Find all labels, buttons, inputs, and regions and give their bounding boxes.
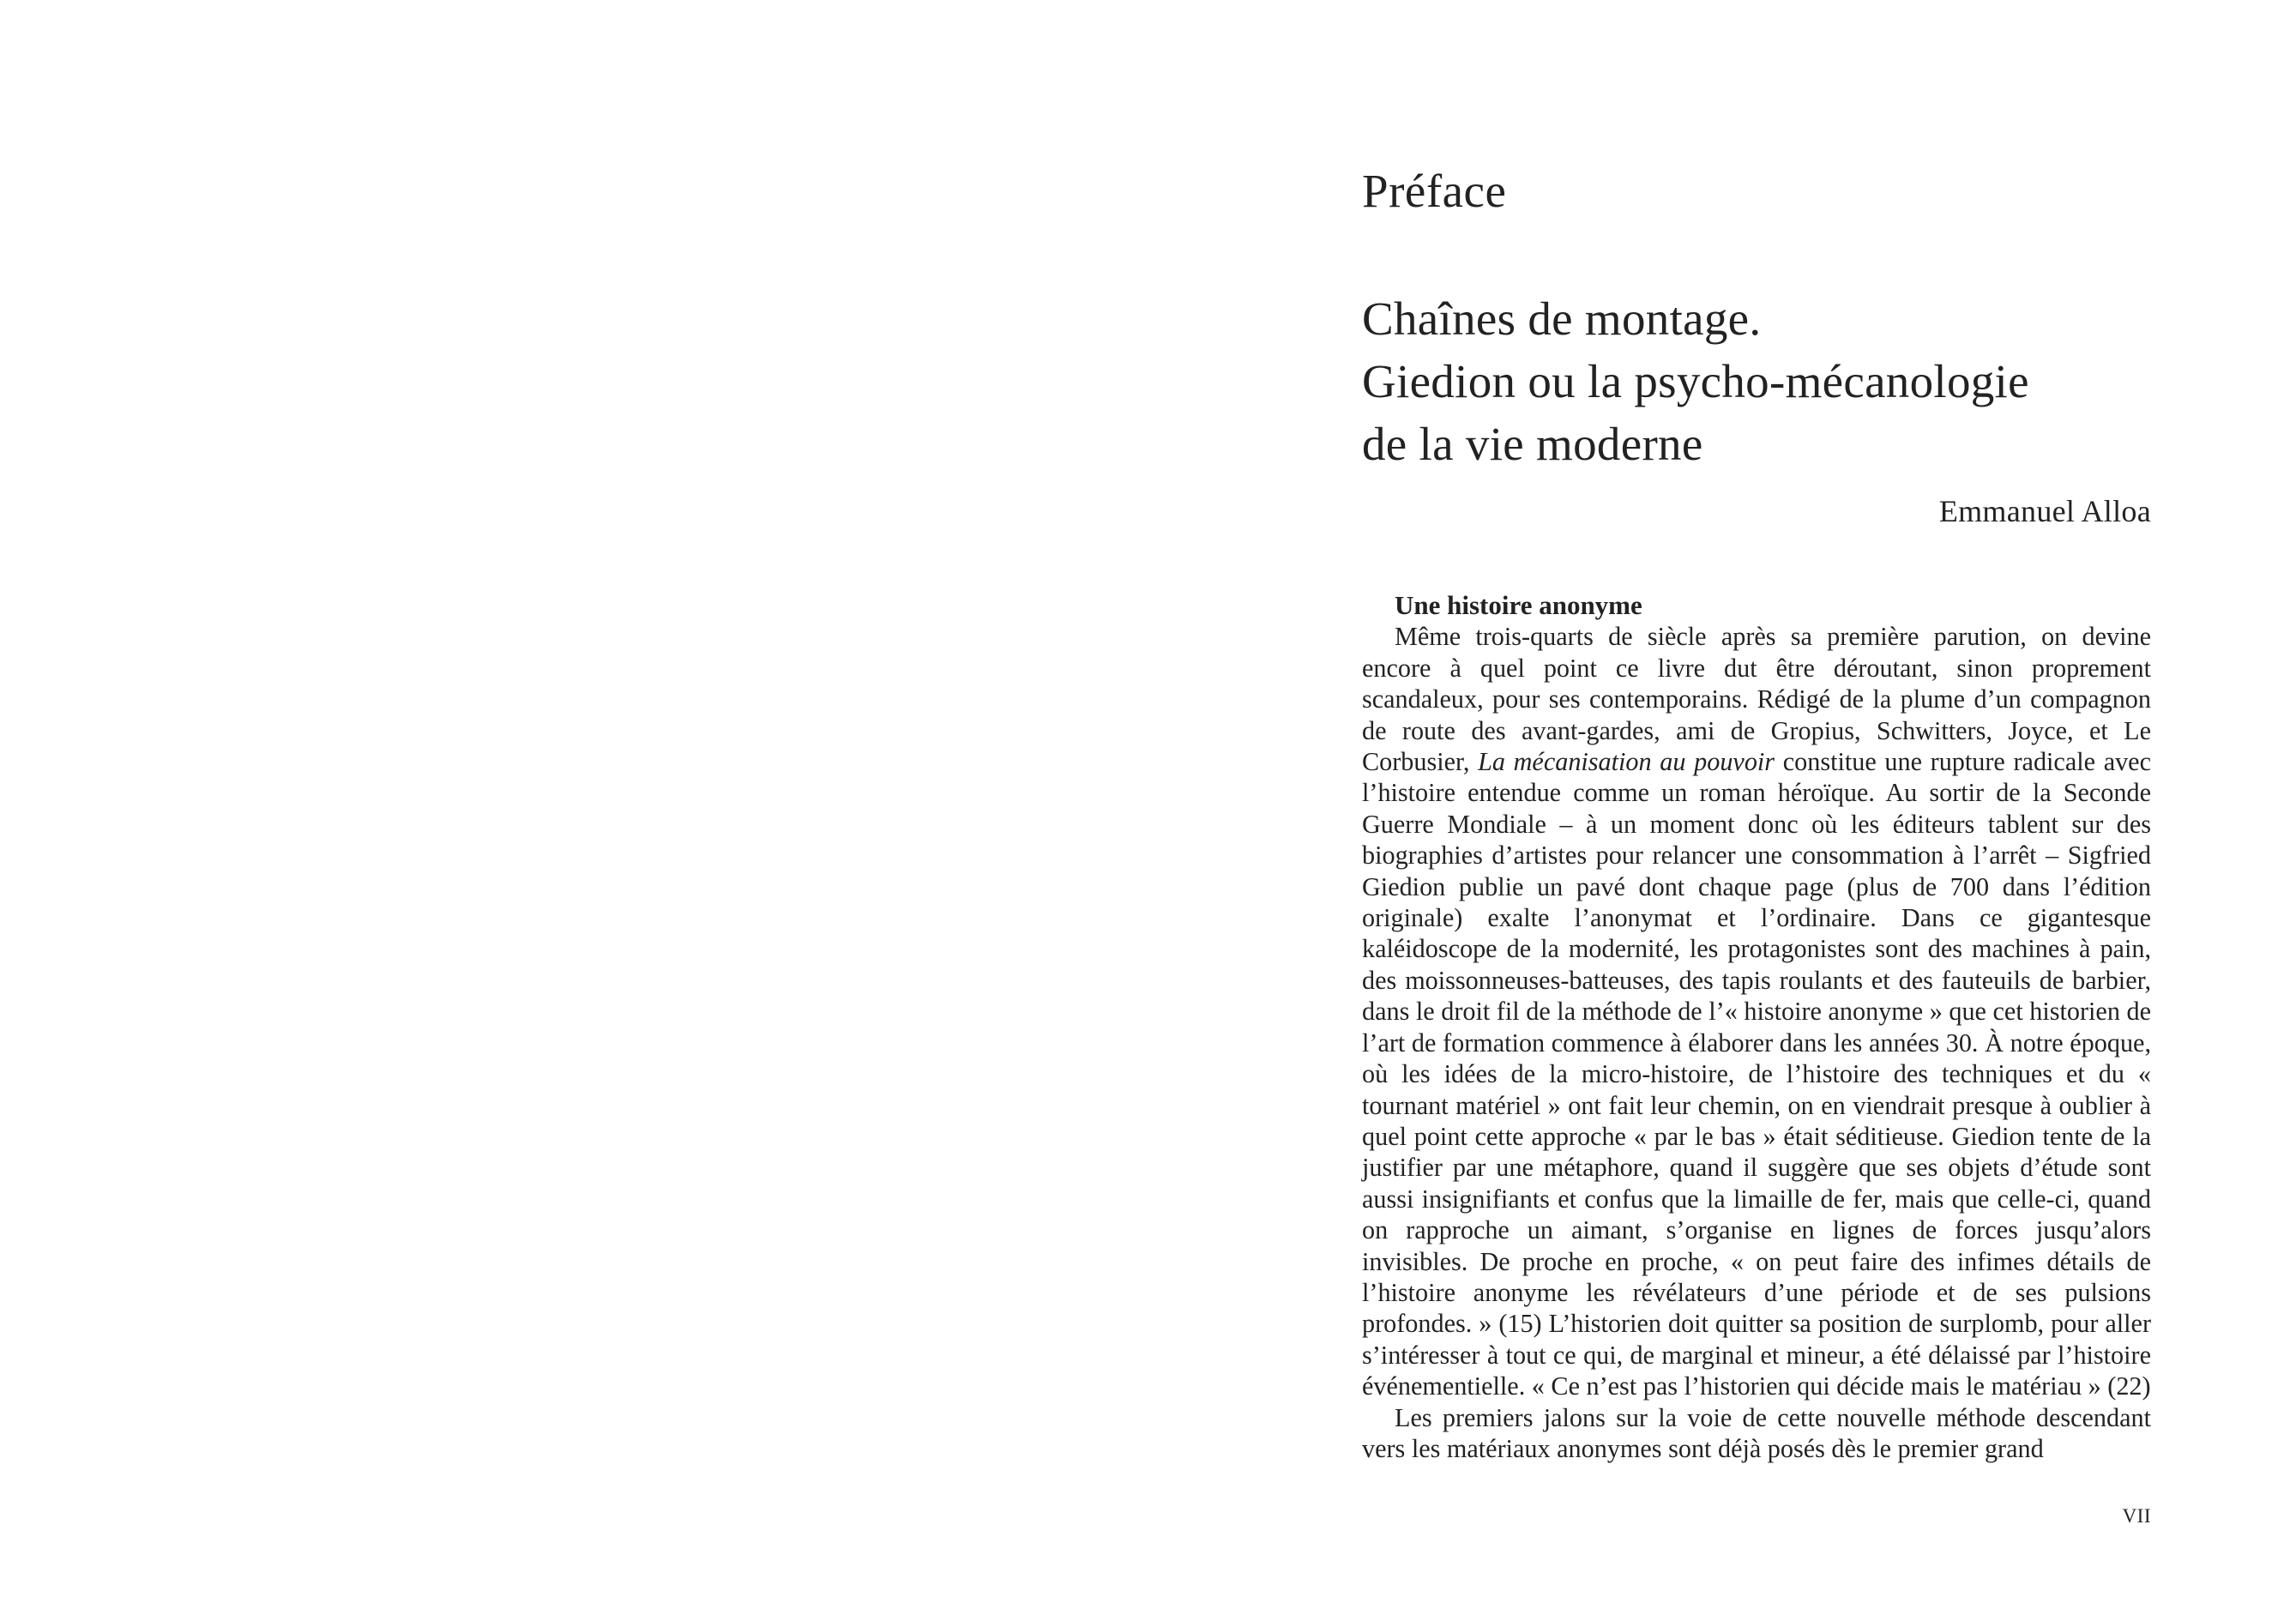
page-number: VII [2122,1505,2151,1527]
paragraph-2: Les premiers jalons sur la voie de cette nouvelle méthode descendant vers les matériaux anonymes sont déjà posés dès le premier grand [1362,1402,2151,1463]
section-label: Préface [1362,165,1507,217]
chapter-title-line-2: Giedion ou la psycho-mécanologie [1362,355,2029,407]
right-page [1148,0,2296,1621]
book-title-italic: La mécanisation au pouvoir [1478,747,1775,777]
paragraph-1-part-a: Même trois-quarts de siècle après sa première parution, on devine encore à quel point ce livre dut être déroutant, sinon proprement scandaleux, pour ses contemporains. Rédigé de la plume d’un compagnon de route des avant-gardes, ami de Gropius, Schwitters, Joyce, et Le Corbusier, [1362,622,2151,777]
chapter-title [1362,287,2029,475]
chapter-title-line-3: de la vie moderne [1362,418,1703,470]
body-text [1362,590,2151,1464]
subheading: Une histoire anonyme [1395,590,1642,620]
paragraph-1 [1362,621,2151,1401]
chapter-title-line-1: Chaînes de montage. [1362,292,1762,345]
author-name: Emmanuel Alloa [1938,494,2151,528]
paragraph-1-part-b: constitue une rupture radicale avec l’histoire entendue comme un roman héroïque. Au sortir de la Seconde Guerre Mondiale – à un moment donc où les éditeurs tablent sur des biographies d’artistes pour relancer une consommation à l’arrêt – Sigfried Giedion publie un pavé dont chaque page (plus de 700 dans l’édition originale) exalte l’anonymat et l’ordinaire. Dans ce gigantesque kaléidoscope de la modernité, les protagonistes sont des machines à pain, des moissonneuses-batteuses, des tapis roulants et des fauteuils de barbier, dans le droit fil de la méthode de l’« histoire anonyme » que cet historien de l’art de formation commence à élaborer dans les années 30. À notre époque, où les idées de la micro-histoire, de l’histoire des techniques et du « tournant matériel » ont fait leur chemin, on en viendrait presque à oublier à quel point cette approche « par le bas » était séditieuse. Giedion tente de la justifier par une métaphore, quand il suggère que ses objets d’étude sont aussi insignifiants et confus que la limaille de fer, mais que celle-ci, quand on rapproche un aimant, s’organise en lignes de forces jusqu’alors invisibles. De proche en proche, « on peut faire des infimes détails de l’histoire anonyme les révélateurs d’une période et de ses pulsions profondes. » (15) L’historien doit quitter sa position de surplomb, pour aller s’intéresser à tout ce qui, de marginal et mineur, a été délaissé par l’histoire événementielle. « Ce n’est pas l’historien qui décide mais le matériau » (22) [1362,747,2151,1401]
